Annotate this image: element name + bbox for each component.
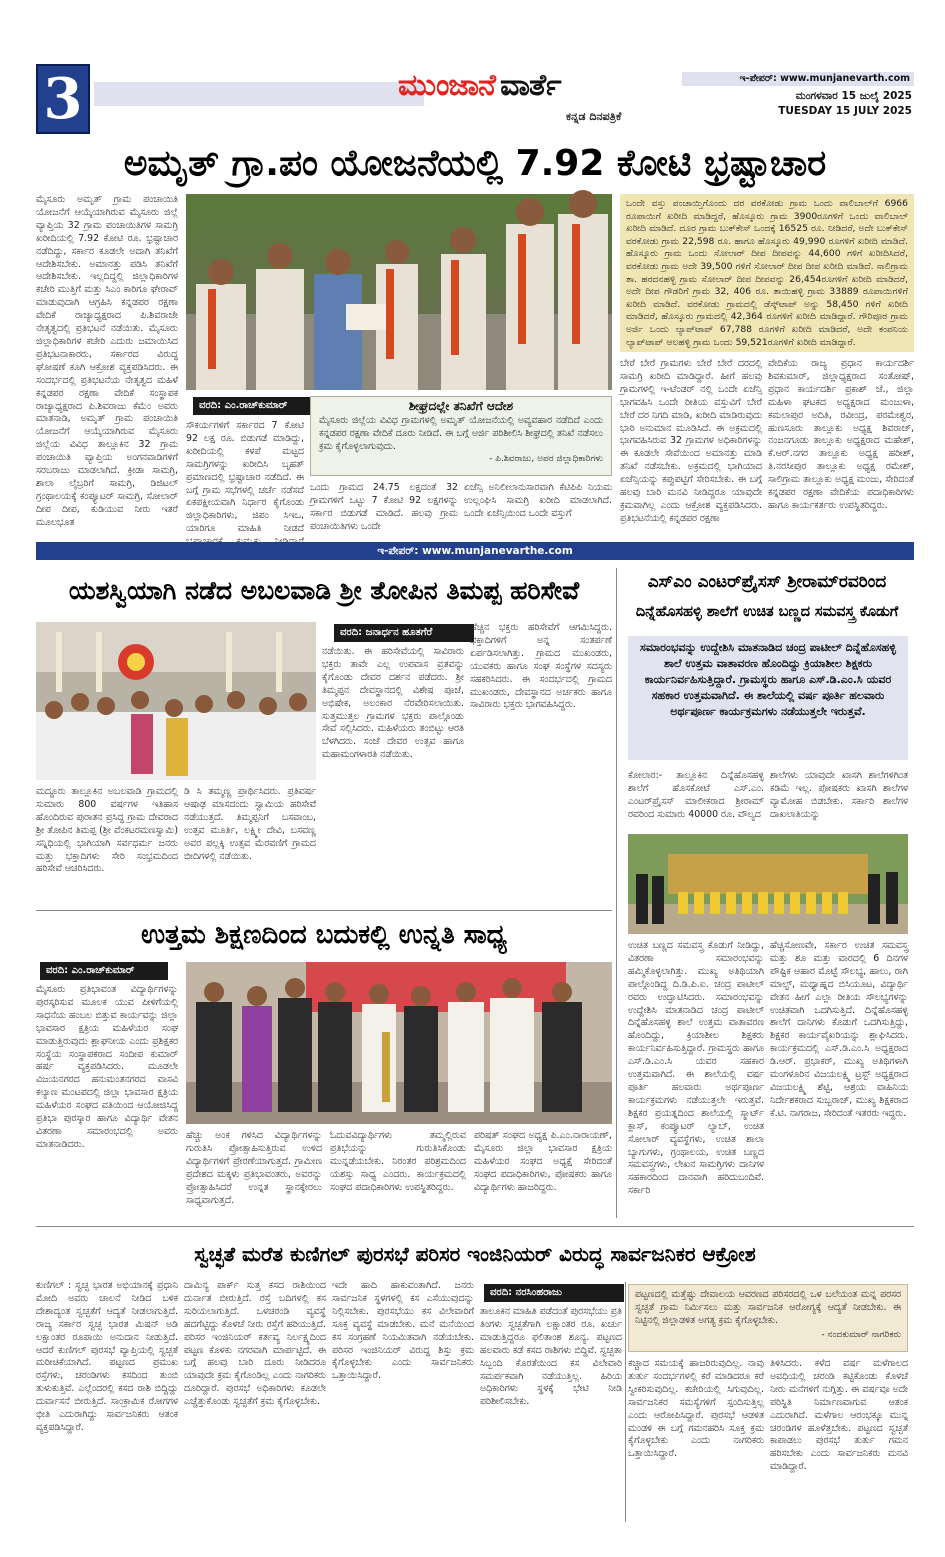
official-box-text: ಮೈಸೂರು ಜಿಲ್ಲೆಯ ವಿವಿಧ ಗ್ರಾಮಗಳಲ್ಲಿ ಅಮೃತ್ ಯೋಜನೆಯಲ್ಲಿ ಅವ್ಯವಹಾರ ನಡೆದಿದೆ ಎಂದು ಕನ್ನಡಪರ ರಕ್ಷಣಾ ವೇದಿಕೆ ದೂರು ನೀಡಿದೆ. ಈ ಬಗ್ಗೆ ಅರ್ಜಿ ಪರಿಶೀಲಿಸಿ ಶೀಘ್ರದಲ್ಲಿ ತನಿಖೆ ನಡೆಸಲು ಕ್ರಮ ಕೈಗೊಳ್ಳಲಾಗುವುದು. (319, 415, 603, 452)
story2-col4: ಹೆಚ್ಚಿನ ಭಕ್ತರು ಹರಿಸೇವೆಗೆ ಆಗಮಿಸಿದ್ದರು. ಭಕ್ತಾದಿಗಳಿಗೆ ಅನ್ನ ಸಂತರ್ಪಣೆ ಏರ್ಪಡಿಸಲಾಗಿತ್ತು. ಗ್ರಾಮದ ಮುಖಂಡರು, ಯುವಕರು ಹಾಗೂ ಸಂಘ ಸಂಸ್ಥೆಗಳ ಸದಸ್ಯರು ಸಹಕರಿಸಿದರು. ಈ ಸಂದರ್ಭದಲ್ಲಿ ಗ್ರಾಮದ ಮುಖಂಡರು, ದೇವಸ್ಥಾನದ ಅರ್ಚಕರು ಹಾಗೂ ಸಾವಿರಾರು ಭಕ್ತರು ಭಾಗವಹಿಸಿದ್ದರು. (470, 622, 612, 711)
story5-quote-text: ಪಟ್ಟಣದಲ್ಲಿ ಮತ್ತೆಷ್ಟು ದೇವಾಲಯ ಆವರಣದ ಪರಿಸರದಲ್ಲಿ ಒಳ ಬಲೆಯಂತ ಮನ್ನ ಪರಸರ ಸ್ವಚ್ಛತೆ ಗ್ರಾಮ ನಿರ್ಮಿಸಲು ಮತ್ತು ಸಾರ್ವಜನಿಕ ಆರೋಗ್ಯಕ್ಕೆ ಆದ್ಯತೆ ನೀಡಬೇಕು. ಈ ನಿಟ್ಟಿನಲ್ಲಿ ಜಿಲ್ಲಾಡಳಿತ ಅಗತ್ಯ ಕ್ರಮ ಕೈಗೊಳ್ಳಬೇಕು. (635, 1289, 901, 1326)
story3-photo (628, 834, 908, 934)
story4-col4: ಪರಿಷತ್ ಸಂಘದ ಅಧ್ಯಕ್ಷ ಪಿ.ಎಂ.ನಾರಾಯಣ್, ಮೈಸೂರು ಜಿಲ್ಲಾ ಭಾವಸಾರ ಕ್ಷತ್ರಿಯ ಮಹಿಳೆಯರ ಸಂಘದ ಅಧ್ಯಕ್ಷೆ ಸೇರಿದಂತೆ ಸಂಘದ ಪದಾಧಿಕಾರಿಗಳು, ಪೋಷಕರು ಹಾಗೂ ವಿದ್ಯಾರ್ಥಿಗಳು ಹಾಜರಿದ್ದರು. (474, 1130, 612, 1193)
story3-highlight-box (628, 636, 908, 760)
epaper-divider-text: ಇ-ಪೇಪರ್: www.munjanevarthe.com (377, 545, 573, 557)
story5-quote-sign: - ನಂದಕುಮಾರ್ ನಾಗರಿಕರು (821, 1330, 901, 1340)
story2-byline: ವರದಿ: ಜನಾರ್ಧನ ಹೂತಗೆರೆ (334, 624, 474, 642)
story5-col5: ಕಚ್ಚಾದ ಸಮಯಕ್ಕೆ ಹಾಜರಿರುವುದಿಲ್ಲ. ನಾವು ತುರ್ತು ಸಂದರ್ಭಗಳಲ್ಲಿ ಕರೆ ಮಾಡಿದರೂ ಕರೆ ಸ್ವೀಕರಿಸುವುದಿಲ್ಲ. ಕಚೇರಿಯಲ್ಲಿ ಸಿಗುವುದಿಲ್ಲ. ಸಾರ್ವಜನಿಕರ ಸಮಸ್ಯೆಗಳಿಗೆ ಸ್ಪಂದಿಸುತ್ತಿಲ್ಲ ಎಂದು ಆರೋಪಿಸಿದ್ದಾರೆ. ಪುರಸಭೆ ಆಡಳಿತ ಮಂಡಳಿ ಈ ಬಗ್ಗೆ ಗಮನಹರಿಸಿ ಸೂಕ್ತ ಕ್ರಮ ಕೈಗೊಳ್ಳಬೇಕು ಎಂದು ನಾಗರಿಕರು ಒತ್ತಾಯಿಸಿದ್ದಾರೆ. (628, 1358, 764, 1460)
story5-col3: ಇದೇ ಹಾದಿ ಹಾಕುವಂತಾಗಿದೆ. ಜನರು ಸಾರ್ವಜನಿಕ ಸ್ಥಳಗಳಲ್ಲಿ ಕಸ ಎಸೆಯುವುದನ್ನು ನಿಲ್ಲಿಸಬೇಕು. ಪುರಸಭೆಯು ಕಸ ವಿಲೇವಾರಿಗೆ ಸೂಕ್ತ ವ್ಯವಸ್ಥೆ ಮಾಡಬೇಕು. ಮನೆ ಮನೆಯಿಂದ ಕಸ ಸಂಗ್ರಹಣೆ ನಿಯಮಿತವಾಗಿ ನಡೆಯಬೇಕು. ಪರಿಸರ ಇಂಜಿನಿಯರ್ ವಿರುದ್ಧ ಶಿಸ್ತು ಕ್ರಮ ಕೈಗೊಳ್ಳಬೇಕು ಎಂದು ಸಾರ್ವಜನಿಕರು ಒತ್ತಾಯಿಸಿದ್ದಾರೆ. (332, 1280, 474, 1382)
story1-col2: ಸೌಕರ್ಯಗಳಿಗೆ ಸರ್ಕಾರದ 7 ಕೋಟಿ 92 ಲಕ್ಷ ರೂ. ಬಿಡುಗಡೆ ಮಾಡಿದ್ದು, ಖರೀದಿಯಲ್ಲಿ ಕಳಪೆ ಮಟ್ಟದ ಸಾಮಗ್ರಿಗಳನ್ನು ಖರೀದಿಸಿ ಬೃಹತ್ ಪ್ರಮಾಣದಲ್ಲಿ ಭ್ರಷ್ಟಾಚಾರ ನಡೆದಿದೆ. ಈ ಬಗ್ಗೆ ಗ್ರಾಮ ಸಭೆಗಳಲ್ಲಿ ಚರ್ಚೆ ನಡೆಸದೆ ಏಕಪಕ್ಷೀಯವಾಗಿ ನಿರ್ಧಾರ ಕೈಗೊಂಡು ಜಿಲ್ಲಾಧಿಕಾರಿಗಳು, ಜಿಪಂ ಸಿಇಒ, ಯಾರಿಗೂ ಮಾಹಿತಿ ನೀಡದೆ (186, 420, 304, 535)
story1-col6: ವೇದಿಕೆಯ ರಾಜ್ಯ ಪ್ರಧಾನ ಕಾರ್ಯದರ್ಶಿ ಶಿವಕುಮಾರ್, ಜಿಲ್ಲಾಧ್ಯಕ್ಷರಾದ ಸಂತೋಷ್, ಪ್ರಧಾನ ಕಾರ್ಯದರ್ಶಿ ಪ್ರಕಾಶ್ ಜೆ., ಜಿಲ್ಲಾ ಮಹಿಳಾ ಘಟಕದ ಅಧ್ಯಕ್ಷರಾದ ಮಂಜುಳಾ, ಕಮಲಾಪುರ ಅದಿತಿ, ರವೀಂದ್ರ, ಪರಮೇಶ್ವರ, ಹುಣಸೂರು ತಾಲ್ಲೂಕು ಅಧ್ಯಕ್ಷ ಶಿವರಾಜ್, ನಂಜನಗೂಡು ತಾಲ್ಲೂಕು ಅಧ್ಯಕ್ಷರಾದ ಮಹೇಶ್, ಕೆ.ಆರ್.ನಗರ ತಾಲ್ಲೂಕು ಅಧ್ಯಕ್ಷ ಹರೀಶ್, ತಿ.ನರಸೀಪುರ ತಾಲ್ಲೂಕು ಅಧ್ಯಕ್ಷ ರಮೇಶ್, ಸಾಲಿಗ್ರಾಮ ತಾಲ್ಲೂಕು ಅಧ್ಯಕ್ಷ ಮಂಜು, ಸೇರಿದಂತೆ ಕನ್ನಡಪರ ರಕ್ಷಣಾ ವೇದಿಕೆಯ ಪದಾಧಿಕಾರಿಗಳು ಹಾಗೂ ಕಾರ್ಯಕರ್ತರು ಉಪಸ್ಥಿತರಿದ್ದರು. (768, 358, 914, 511)
story1-col1: ಮೈಸೂರು ಅಮೃತ್ ಗ್ರಾಮ ಪಂಚಾಯಿತಿ ಯೋಜನೆಗೆ ಆಯ್ಕೆಯಾಗಿರುವ ಮೈಸೂರು ಜಿಲ್ಲೆ ವ್ಯಾಪ್ತಿಯ 32 ಗ್ರಾಮ ಪಂಚಾಯಿತಿಗಳ ಸಾಮಗ್ರಿ ಖರೀದಿಯಲ್ಲಿ 7.92 ಕೋಟಿ ರೂ. ಭ್ರಷ್ಟಾಚಾರ ನಡೆದಿದ್ದು, ಸರ್ಕಾರ ಕೂಡಲೇ ಅದಾಗಿ ತನಿಖೆಗೆ ಆದೇಶಿಸಬೇಕು. ಅಮಾನತ್ತು ಪಡಿಸಿ ತನಿಖೆಗೆ ಆದೇಶಿಸಬೇಕು. ಇಲ್ಲದಿದ್ದಲ್ಲಿ ಜಿಲ್ಲಾಧಿಕಾರಿಗಳ ಕಚೇರಿ ಮುತ್ತಿಗೆ ಮತ್ತು ಸಿಎಂ ಕಾರಿಗೂ ಘೇರಾವ್ ಮಾಡುವುದಾಗಿ ಆಗ್ರಹಿಸಿ ಕನ್ನಡಪರ ರಕ್ಷಣಾ ವೇದಿಕೆ ರಾಜ್ಯಾಧ್ಯಕ್ಷರಾದ ಪಿ.ಶಿವರಾಜೇ ನೇತೃತ್ವದಲ್ಲಿ ಪ್ರತಿಭಟನೆ ನಡೆಯಿತು. ಮೈಸೂರು ಜಿಲ್ಲಾಧಿಕಾರಿಗಳ ಕಚೇರಿ ಎದುರು ಜಮಾಯಿಸಿದ ಪ್ರತಿಭಟನಾಕಾರರು, ಸರ್ಕಾರದ ವಿರುದ್ಧ ಘೋಷಣೆ ಕೂಗಿ ಆಕ್ರೋಶ ವ್ಯಕ್ತಪಡಿಸಿದರು. ಈ ಸಂದರ್ಭದಲ್ಲಿ ಪ್ರತಿಭಟನೆಯ ನೇತೃತ್ವದ ಮಹಿಳೆ ಕನ್ನಡಪರ ರಕ್ಷಣಾ ವೇದಿಕೆ ಸಂಸ್ಥಾಪಕ ರಾಜ್ಯಾಧ್ಯಕ್ಷರಾದ ಪಿ.ಶಿವರಾಜು ಕೆಮೆಂ ಅವರು ಮಾತನಾಡಿ, ಅಮೃತ್ ಗ್ರಾಮ ಪಂಚಾಯಿತಿ ಯೋಜನೆಗೆ ಆಯ್ಕೆಯಾಗಿರುವ ಮೈಸೂರು ಜಿಲ್ಲೆಯ ವಿವಿಧ ತಾಲ್ಲೂಕಿನ 32 ಗ್ರಾಮ ಪಂಚಾಯಿತಿ ವ್ಯಾಪ್ತಿಯ ಅಂಗನವಾಡಿಗಳಿಗೆ ಸರಬರಾಜು ಮಾಡಲಾಗಿದೆ. ಕ್ರೀಡಾ ಸಾಮಗ್ರಿ, ಶಾಲಾ ಲೈಬ್ರರಿಗೆ ಸಾಮಗ್ರಿ, ಡಿಜಿಟಲ್ ಗ್ರಂಥಾಲಯಕ್ಕೆ ಕಂಪ್ಯೂಟರ್ ಸಾಮಗ್ರಿ, ಸೋಲಾರ್ ದೀಪ ದೀಪ, ಕುಡಿಯುವ ನೀರು ಇತರೆ ಮೂಲಭೂತ (36, 194, 178, 528)
date-english: TUESDAY 15 JULY 2025 (778, 105, 912, 117)
story3-col4: ಹೆಚ್ಚಿಸೋಣವೇ, ಸರ್ಕಾರ ಉಚಿತ ಸಮವಸ್ತ್ರ ಮತ್ತು ಶೂ ಮತ್ತು ವಾರದಲ್ಲಿ 6 ದಿನಗಳ ಪೌಷ್ಟಿಕ ಆಹಾರ ಮೊಟ್ಟೆ ಸೌಲಭ್ಯ, ಹಾಲು, ರಾಗಿ ಮಾಲ್ಟ್, ಮಧ್ಯಾಹ್ನದ ಬಿಸಿಯೂಟ, ವಿದ್ಯಾರ್ಥಿ ವೇತನ ಹೀಗೆ ಎಲ್ಲಾ ರೀತಿಯ ಸೌಲಭ್ಯಗಳನ್ನು ಉಚಿತವಾಗಿ ಒದಗಿಸುತ್ತಿದೆ. ದಿನ್ನೆಹೊಸಹಳ್ಳಿ ಶಾಲೆಗೆ ದಾನಿಗಳು ಕೊಡುಗೆ ಒದಗಿಸುತ್ತಿದ್ದು, ಶಿಕ್ಷಕರ ಕಾರ್ಯವೈಖರಿಯನ್ನು ಶ್ಲಾಘಿಸಿದರು. ಕಾರ್ಯಕ್ರಮದಲ್ಲಿ ಎಸ್.ಡಿ.ಎಂ.ಸಿ ಅಧ್ಯಕ್ಷರಾದ ಡಿ.ಆರ್. ಪ್ರಭಾಕರ್, ಮುಖ್ಯ ಅತಿಥಿಗಳಾಗಿ ಮಂಗಳೂರಿನ ವಿಜಯಲಕ್ಷ್ಮಿ ಟ್ರಸ್ಟ್ ಅಧ್ಯಕ್ಷರಾದ ವಿಜಯಲಕ್ಷ್ಮಿ ಶೆಟ್ಟಿ, ಆಶ್ರಯ ವಾಹಿನಿಯ ನಿರ್ದೇಶಕರಾದ ಸುಬ್ಬರಾಜ್, ಮುಖ್ಯ ಶಿಕ್ಷಕರಾದ ಕೆ.ಟಿ. ನಾಗರಾಜ, ಸೇರಿದಂತೆ ಇತರರು ಇದ್ದರು. (770, 940, 908, 1119)
page-number: 3 (43, 66, 83, 132)
story5-col6: ತಿಳಿಸಿದರು. ಕಳೆದ ವರ್ಷ ಮಳೆಗಾಲದ ಅವಧಿಯಲ್ಲಿ ಚರಂಡಿ ಕಟ್ಟಿಕೊಂಡು ಕೊಳಚೆ ನೀರು ಮನೆಗಳಿಗೆ ನುಗ್ಗಿತ್ತು. ಈ ವರ್ಷವೂ ಅದೇ ಪರಿಸ್ಥಿತಿ ನಿರ್ಮಾಣವಾಗುವ ಆತಂಕ ಎದುರಾಗಿದೆ. ಮಳೆಗಾಲ ಆರಂಭಕ್ಕೂ ಮುನ್ನ ಚರಂಡಿಗಳ ಹೂಳೆತ್ತಬೇಕು. ಪಟ್ಟಣದ ಸ್ವಚ್ಛತೆ ಕಾಪಾಡಲು ಪುರಸಭೆ ತುರ್ತು ಗಮನ ಹರಿಸಬೇಕು ಎಂದು ಸಾರ್ವಜನಿಕರು ಮನವಿ ಮಾಡಿದ್ದಾರೆ. (770, 1358, 908, 1473)
epaper-divider-bar (36, 542, 914, 560)
story1-byline: ವರದಿ: ಎಂ.ರಾಚ್‌ಕುಮಾರ್ (193, 397, 315, 415)
story1-official-box (310, 396, 612, 476)
story1-highlight-box: ಒಂದೇ ವಸ್ತು ಪಂಚಾಯ್ತಿಗೊಂದು ದರ ವರಕೋಡು ಗ್ರಾಮ ಒಂದು ವಾಲಿಬಾಲ್‌ಗೆ 6966 ರೂಪಾಯಿಗೆ ಖರೀದಿ ಮಾಡಿದ್ದರೆ, ಹೊಸ್ಕೂರು ಗ್ರಾಮ 3900ರೂಗಳಿಗೆ ಒಂದು ವಾಲಿಬಾಲ್ ಖರೀದಿ ಮಾಡಿದೆ. ದೂರ ಗ್ರಾಮ ಬುಕ್‌ಕೇಸ್ ಒಂದಕ್ಕೆ 16525 ರೂ. ನೀಡಿದರೆ, ಅದೇ ಬುಕ್‌ಕೇಸ್ ವರಕೋಡು ಗ್ರಾಮ 22,598 ರೂ. ಹಾಗೂ ಹೊಸ್ಕೂರು 49,990 ರೂಗಳಿಗೆ ಖರೀದಿ ಮಾಡಿದೆ. ಹೊಸ್ಕೂರು ಗ್ರಾಮ ಒಂದು ಸೋಲಾರ್ ದೀಪ ದೀಪವನ್ನು 44,600 ಗಳಿಗೆ ಖರೀದಿಸಿದರೆ, ವರಕೋಡು ಗ್ರಾಮ ಅದೇ 39,500 ಗಳಿಗೆ ಸೋಲಾರ್ ದೀಪ ದೀಪ ಖರೀದಿ ಮಾಡಿದೆ. ಸಾಲಿಗ್ರಾಮ ತಾ. ಹರದನಹಳ್ಳಿ ಗ್ರಾಮ ಸೋಲಾರ್ ದೀಪ ದೀಪವನ್ನು 26,454ರೂಗಳಿಗೆ ಖರೀದಿ ಮಾಡಿದರೆ, ಅದೇ ದೀಪ ಗೌಡರಿಗೆ ಗ್ರಾಮ 32, 406 ರೂ. ತಾಯಿಹಳ್ಳಿ ಗ್ರಾಮ 33889 ರೂಪಾಯಿಗಳಿಗೆ ಖರೀದಿ ಮಾಡಿದೆ. ವರಕೋಡು ಗ್ರಾಮದಲ್ಲಿ ಡೆಸ್ಕ್‌ಟಾಪ್ ಅನ್ನು 58,450 ಗಳಿಗೆ ಖರೀದಿ ಮಾಡಿದರೆ, ಹೊಸ್ಕೂರು ಗ್ರಾಮದಲ್ಲಿ 42,364 ರೂಗಳಿಗೆ ಖರೀದಿ ಮಾಡಿದ್ದಾರೆ. ಗೌರಿಪೂರ ಗ್ರಾಮ ಅರ್ಜಿ ಒಂದು ಲ್ಯಾಪ್‌ಟಾಪ್ 67,788 ರೂಗಳಿಗೆ ಖರೀದಿ ಮಾಡಿದರೆ, ಅದೇ ಕಂಪನಿಯ ಲ್ಯಾಪ್‌ಟಾಪ್ ಆಲಹಳ್ಳಿ ಗ್ರಾಮ ಒಂದು 59,521ರೂಗಳಿಗೆ ಖರೀದಿ ಮಾಡಿದ್ದಾರೆ. (620, 194, 914, 352)
story5-headline: ಸ್ವಚ್ಛತೆ ಮರೆತ ಕುಣಿಗಲ್ ಪುರಸಭೆ ಪರಿಸರ ಇಂಜಿನಿಯರ್ ವಿರುದ್ಧ ಸಾರ್ವಜನಿಕರ ಆಕ್ರೋಶ (194, 1242, 756, 1266)
protest-group-photo (186, 194, 612, 390)
official-box-sign: - ಪಿ.ಶಿವರಾಜು, ಅಪರ ಜಿಲ್ಲಾಧಿಕಾರಿಗಳು (489, 454, 603, 464)
story5-quote-box (628, 1284, 908, 1352)
story2-col2: ಡಿ ಸಿ ತಮ್ಮಣ್ಣ ಪ್ರಾರ್ಥಿಸಿದರು. ಪ್ರತಿವರ್ಷ ಆಷಾಢ ಮಾಸದಂದು ಸ್ವಾಮಿಯ ಹರಿಸೇವೆ ನಡೆಯುತ್ತದೆ. ತಿಮ್ಮಪ್ಪನಿಗೆ ಬಸವಾಂಬ, ಉತ್ಸವ ಮೂರ್ತಿ, ಲಕ್ಷ್ಮೀ ದೇವಿ, ಬಸವಣ್ಣ ಅವರ ಪಲ್ಲಕ್ಕಿ ಉತ್ಸವ ಮೆರವಣಿಗೆ ಗ್ರಾಮದ ಬೀದಿಗಳಲ್ಲಿ ನಡೆಯಿತು. (184, 786, 316, 862)
story1-col5: ಬೇರೆ ಬೇರೆ ಗ್ರಾಮಗಳು ಬೇರೆ ಬೇರೆ ದರದಲ್ಲಿ ಸಾಮಗ್ರಿ ಖರೀದಿ ಮಾಡಿದ್ದಾರೆ. ಹೀಗೆ ಹಲವು ಗ್ರಾಮಗಳಲ್ಲಿ ಇ-ಟೆಂಡರ್ ನಲ್ಲಿ ಒಂದೇ ಏಜೆನ್ಸಿ ಭಾಗವಹಿಸಿ ಒಂದೇ ರೀತಿಯ ವಸ್ತುವಿಗೆ ಬೇರೆ ಬೇರೆ ದರ ನಿಗದಿ ಮಾಡಿ, ಖರೀದಿ ಮಾಡಿರುವುದು ಭಾರಿ ಅನುಮಾನ ಮೂಡಿಸಿದೆ. ಈ ಅಕ್ರಮದಲ್ಲಿ ಭಾಗವಹಿಸಿರುವ 32 ಗ್ರಾಮಗಳ ಅಧಿಕಾರಿಗಳನ್ನು ಈ ಕೂಡಲೇ ಸೇವೆಯಿಂದ ಅಮಾನತ್ತು ಮಾಡಿ ತನಿಖೆ ನಡೆಸಬೇಕು. ಅಕ್ರಮದಲ್ಲಿ ಭಾಗಿಯಾದ ಏಜೆನ್ಸಿಯನ್ನು ಕಪ್ಪುಪಟ್ಟಿಗೆ ಸೇರಿಸಬೇಕು. ಈ ಬಗ್ಗೆ ಹಲವು ಬಾರಿ ಮನವಿ ನೀಡಿದ್ದರೂ ಯಾವುದೇ ಕ್ರಮವಾಗಿಲ್ಲ ಎಂದು ಆಕ್ರೋಶ ವ್ಯಕ್ತಪಡಿಸಿದರು. ಪ್ರತಿಭಟನೆಯಲ್ಲಿ ಕನ್ನಡಪರ ರಕ್ಷಣಾ (620, 358, 762, 524)
story3-headline-line1: ಎಸ್‌ಎಂ ಎಂಟರ್‌ಪ್ರೈಸಸ್ ಶ್ರೀರಾಮ್‌ರವರಿಂದ (647, 572, 887, 592)
school-uniform-group-photo (628, 834, 908, 934)
story2-headline: ಯಶಸ್ವಿಯಾಗಿ ನಡೆದ ಅಬಲವಾಡಿ ಶ್ರೀ ತೋಪಿನ ತಿಮಪ್ಪ ಹರಿಸೇವೆ (68, 576, 580, 605)
story1-headline: ಅಮೃತ್ ಗ್ರಾ.ಪಂ ಯೋಜನೆಯಲ್ಲಿ 7.92 ಕೋಟಿ ಭ್ರಷ್ಟಾಚಾರ (123, 143, 827, 184)
story3-headline-line2: ದಿನ್ನೆಹೊಸಹಳ್ಳಿ ಶಾಲೆಗೆ ಉಚಿತ ಬಣ್ಣದ ಸಮವಸ್ತ್ರ ಕೊಡುಗೆ (635, 604, 899, 620)
story4-col1: ಮೈಸೂರು ಪ್ರತಿಭಾವಂತ ವಿದ್ಯಾರ್ಥಿಗಳನ್ನು ಪುರಸ್ಕರಿಸುವ ಮೂಲಕ ಯುವ ಪೀಳಿಗೆಯಲ್ಲಿ ಸಾಧನೆಯ ಹಂಬಲ ಬಿತ್ತುವ ಕಾರ್ಯವನ್ನು ಜಿಲ್ಲಾ ಭಾವಸಾರ ಕ್ಷತ್ರಿಯ ಮಹಿಳೆಯರ ಸಂಘ ಮಾಡುತ್ತಿರುವುದು ಶ್ಲಾಘನೀಯ ಎಂದು ಪ್ರಶಿಕ್ಷಕರ ಸಂಸ್ಥೆಯ ಸಂಸ್ಥಾಪಕರಾದ ಸಂದೀಪ ಕುಮಾರ್ ಹರ್ಷ ವ್ಯಕ್ತಪಡಿಸಿದರು. ಮೂಡಲೇ ವಿಜಯನಗರದ ಹನುಮಂತನಗರದ ವಾಸವಿ ಕಲ್ಯಾಣ ಮಂಟಪದಲ್ಲಿ ಜಿಲ್ಲಾ ಭಾವಸಾರ ಕ್ಷತ್ರಿಯ ಮಹಿಳೆಯರ ಸಂಘದ ವತಿಯಿಂದ ಆಯೋಜಿಸಿದ್ದ ಪ್ರತಿಭಾ ಪುರಸ್ಕಾರ ಹಾಗೂ ವಿದ್ಯಾರ್ಥಿ ವೇತನ ವಿತರಣಾ ಸಮಾರಂಭದಲ್ಲಿ ಅವರು ಮಾತನಾಡಿದರು. (36, 984, 178, 1150)
story4-headline: ಉತ್ತಮ ಶಿಕ್ಷಣದಿಂದ ಬದುಕಲ್ಲಿ ಉನ್ನತಿ ಸಾಧ್ಯ (140, 920, 508, 950)
story4-photo (186, 962, 612, 1124)
divider-story2-story3 (616, 568, 617, 1218)
logo-word-1: ಮುಂಜಾನೆ (398, 68, 495, 103)
story4-col2: ಹೆಚ್ಚು ಅಂಕ ಗಳಿಸಿದ ವಿದ್ಯಾರ್ಥಿಗಳನ್ನು ಗುರುತಿಸಿ ಪ್ರೋತ್ಸಾಹಿಸುತ್ತಿರುವ ಉಳಿದ ವಿದ್ಯಾರ್ಥಿಗಳಿಗೆ ಪ್ರೇರಣೆಯಾಗುತ್ತದೆ. ಗ್ರಾಮೀಣ ಪ್ರದೇಶದ ಮಕ್ಕಳು ಪ್ರತಿಭಾವಂತರು, ಅವರನ್ನು ಪ್ರೋತ್ಸಾಹಿಸಿದರೆ ಉನ್ನತ ಸ್ಥಾನಕ್ಕೇರಲು ಸಾಧ್ಯವಾಗುತ್ತದೆ. (186, 1130, 322, 1206)
story2-photo (36, 622, 316, 780)
logo-word-2: ವಾರ್ತೆ (500, 68, 561, 103)
story4-col3: ಓದುವವಿದ್ಯಾರ್ಥಿಗಳು ತಮ್ಮಲ್ಲಿರುವ ಪ್ರತಿಭೆಯನ್ನು ಗುರುತಿಸಿಕೊಂಡು ಮುನ್ನಡೆಯಬೇಕು. ನಿರಂತರ ಪರಿಶ್ರಮದಿಂದ ಯಶಸ್ಸು ಸಾಧ್ಯ ಎಂದರು. ಕಾರ್ಯಕ್ರಮದಲ್ಲಿ ಸಂಘದ ಪದಾಧಿಕಾರಿಗಳು ಉಪಸ್ಥಿತರಿದ್ದರು. (330, 1130, 466, 1193)
masthead-logo (398, 68, 668, 108)
epaper-url: ಇ-ಪೇಪರ್: www.munjanevarth.com (739, 73, 910, 84)
masthead-band (94, 82, 424, 106)
story5-top-rule (36, 1226, 914, 1227)
story3-col3: ಉಚಿತ ಬಣ್ಣದ ಸಮವಸ್ತ್ರ ಕೊಡುಗೆ ನೀಡಿದ್ದು, ವಿತರಣಾ ಸಮಾರಂಭವನ್ನು ಹಮ್ಮಿಕೊಳ್ಳಲಾಗಿತ್ತು. ಮುಖ್ಯ ಅತಿಥಿಯಾಗಿ ಪಾಲ್ಗೊಂಡಿದ್ದ ದಿ.ಡಿ.ಪಿ.ಐ. ಚಂದ್ರ ಪಾಟೀಲ್ ರವರು ಉದ್ಘಾಟಿಸಿದರು. ಸಮಾರಂಭವನ್ನು ಉದ್ದೇಶಿಸಿ ಮಾತನಾಡಿದ ಚಂದ್ರ ಪಾಟೀಲ್ ದಿನ್ನೆಹೊಸಹಳ್ಳಿ ಶಾಲೆ ಉತ್ತಮ ವಾತಾವರಣ ಹೊಂದಿದ್ದು, ಕ್ರಿಯಾಶೀಲ ಶಿಕ್ಷಕರು ಕಾರ್ಯನಿರ್ವಹಿಸುತ್ತಿದ್ದಾರೆ. ಗ್ರಾಮಸ್ಥರು ಹಾಗೂ ಎಸ್.ಡಿ.ಎಂ.ಸಿ ಯವರ ಸಹಕಾರ ಉತ್ತಮವಾಗಿದೆ. ಈ ಶಾಲೆಯಲ್ಲಿ ವರ್ಷ ಪೂರ್ತಿ ಹಲವಾರು ಅರ್ಥಪೂರ್ಣ ಕಾರ್ಯಕ್ರಮಗಳು ನಡೆಯುತ್ತಲೇ ಇರುತ್ತವೆ. ಶಿಕ್ಷಕರ ಪ್ರಯತ್ನದಿಂದ ಶಾಲೆಯಲ್ಲಿ ಸ್ಮಾರ್ಟ್ ಕ್ಲಾಸ್, ಕಂಪ್ಯೂಟರ್ ಲ್ಯಾಬ್, ಉಚಿತ ಸೋಲಾರ್ ವ್ಯವಸ್ಥೆಗಳು, ಉಚಿತ ಶಾಲಾ ಬ್ಯಾಗುಗಳು, ಗ್ರಂಥಾಲಯ, ಉಚಿತ ಬಣ್ಣದ ಸಮವಸ್ತ್ರಗಳು, ಲೇಖನ ಸಾಮಗ್ರಿಗಳು ದಾನಿಗಳ ಸಹಕಾರದಿಂದ ದಾನವಾಗಿ ಹರಿದುಬಂದಿವೆ. ಸರ್ಕಾರಿ (628, 940, 764, 1197)
lamp-lighting-ceremony-photo (186, 962, 612, 1124)
story3-highlight-text: ಸಮಾರಂಭವನ್ನು ಉದ್ದೇಶಿಸಿ ಮಾತನಾಡಿದ ಚಂದ್ರ ಪಾಟೀಲ್ ದಿನ್ನೆಹೊಸಹಳ್ಳಿ ಶಾಲೆ ಉತ್ತಮ ವಾತಾವರಣ ಹೊಂದಿದ್ದು ಕ್ರಿಯಾಶೀಲ ಶಿಕ್ಷಕರು ಕಾರ್ಯನಿರ್ವಹಿಸುತ್ತಿದ್ದಾರೆ. ಗ್ರಾಮಸ್ಥರು ಹಾಗೂ ಎಸ್.ಡಿ.ಎಂ.ಸಿ ಯವರ ಸಹಕಾರ ಉತ್ತಮವಾಗಿದೆ. ಈ ಶಾಲೆಯಲ್ಲಿ ವರ್ಷ ಪೂರ್ತಿ ಹಲವಾರು ಅರ್ಥಪೂರ್ಣ ಕಾರ್ಯಕ್ರಮಗಳು ನಡೆಯುತ್ತಲೇ ಇರುತ್ತವೆ. (639, 641, 896, 718)
divider-story2-story4 (36, 910, 612, 911)
story5-byline: ವರದಿ: ನರಸಿಂಹರಾಜು (484, 1284, 624, 1302)
story5-col1: ಕುಣಿಗಲ್ : ಸ್ವಚ್ಛ ಭಾರತ ಅಭಿಯಾನಕ್ಕೆ ಪ್ರಧಾನಿ ಮೋದಿ ಅವರು ಚಾಲನೆ ನೀಡಿದ ಬಳಿಕ ದೇಶಾದ್ಯಂತ ಸ್ವಚ್ಛತೆಗೆ ಆದ್ಯತೆ ನೀಡಲಾಗುತ್ತಿದೆ. ರಾಜ್ಯ ಸರ್ಕಾರ ಸ್ವಚ್ಛ ಭಾರತ ಮಿಷನ್ ಅಡಿ ಲಕ್ಷಾಂತರ ರೂಪಾಯಿ ಅನುದಾನ ನೀಡುತ್ತಿದೆ. ಆದರೆ ಕುಣಿಗಲ್ ಪುರಸಭೆ ವ್ಯಾಪ್ತಿಯಲ್ಲಿ ಸ್ವಚ್ಛತೆ ಮರೀಚಿಕೆಯಾಗಿದೆ. ಪಟ್ಟಣದ ಪ್ರಮುಖ ರಸ್ತೆಗಳು, ಚರಂಡಿಗಳು ಕಸದಿಂದ ತುಂಬಿ ತುಳುಕುತ್ತಿವೆ. ಎಲ್ಲೆಂದರಲ್ಲಿ ಕಸದ ರಾಶಿ ಬಿದ್ದಿದ್ದು ದುರ್ವಾಸನೆ ಬೀರುತ್ತಿದೆ. ಸಾಂಕ್ರಾಮಿಕ ರೋಗಗಳ ಭೀತಿ ಎದುರಾಗಿದ್ದು ಸಾರ್ವಜನಿಕರು ಆತಂಕ ವ್ಯಕ್ತಪಡಿಸಿದ್ದಾರೆ. (36, 1280, 178, 1433)
story1-photo (186, 194, 612, 390)
masthead-tagline: ಕನ್ನಡ ದಿನಪತ್ರಿಕೆ (566, 110, 622, 123)
story1-col3: ಒಂದು ಗ್ರಾಮದ 24.75 ಲಕ್ಷದಂತೆ 32 ಗ್ರಾಮಗಳಿಗೆ ಒಟ್ಟು 7 ಕೋಟಿ 92 ಲಕ್ಷಗಳನ್ನು ಸರ್ಕಾರ ಬಿಡುಗಡೆ ಮಾಡಿದೆ. ಹಲವು ಗ್ರಾಮ ಪಂಚಾಯಿತಿಗಳು ಒಂದೇ (310, 482, 458, 532)
divider-story5-cols (625, 1282, 626, 1522)
masthead (36, 64, 914, 136)
story1-col4: ಏಜೆನ್ಸಿ ಅನಿಲೀಲಾನುಸಾರವಾಗಿ ಕೆಟಿಪಿಪಿ ನಿಯಮ ಉಲ್ಲಂಘಿಸಿ ಸಾಮಗ್ರಿ ಖರೀದಿ ಮಾಡಲಾಗಿದೆ. ಒಂದೇ ಏಜೆನ್ಸಿಯಿಂದ ಒಂದೇ ವಸ್ತುಗೆ (464, 482, 612, 519)
story5-col2: ದಾಮಿನ್ಯ ಪಾರ್ಕ್ ಸುತ್ತ ಕಸದ ರಾಶಿಯಿಂದ ದುರ್ನಾತ ಬೀರುತ್ತಿದೆ. ರಸ್ತೆ ಬದಿಗಳಲ್ಲಿ ಕಸ ಸುರಿಯಲಾಗುತ್ತಿದೆ. ಒಳಚರಂಡಿ ವ್ಯವಸ್ಥೆ ಹದಗೆಟ್ಟಿದ್ದು ಕೊಳಚೆ ನೀರು ರಸ್ತೆಗೆ ಹರಿಯುತ್ತಿದೆ. ಪರಿಸರ ಇಂಜಿನಿಯರ್ ಕರ್ತವ್ಯ ನಿರ್ಲಕ್ಷ್ಯದಿಂದ ಪಟ್ಟಣ ಕೊಳಕು ನಗರವಾಗಿ ಮಾರ್ಪಟ್ಟಿದೆ. ಈ ಬಗ್ಗೆ ಹಲವು ಬಾರಿ ದೂರು ನೀಡಿದರೂ ಯಾವುದೇ ಕ್ರಮ ಕೈಗೊಂಡಿಲ್ಲ ಎಂದು ನಾಗರಿಕರು ದೂರಿದ್ದಾರೆ. ಪುರಸಭೆ ಅಧಿಕಾರಿಗಳು ಕೂಡಲೇ ಎಚ್ಚೆತ್ತುಕೊಂಡು ಸ್ವಚ್ಛತೆಗೆ ಕ್ರಮ ಕೈಗೊಳ್ಳಬೇಕು. (184, 1280, 326, 1408)
official-box-title: ಶೀಘ್ರದಲ್ಲೇ ತನಿಖೆಗೆ ಆದೇಶ (408, 399, 514, 413)
story2-col1: ಮದ್ದೂರು ತಾಲ್ಲೂಕಿನ ಅಬಲವಾಡಿ ಗ್ರಾಮದಲ್ಲಿ ಸುಮಾರು 800 ವರ್ಷಗಳ ಇತಿಹಾಸ ಹೊಂದಿರುವ ಪುರಾತನ ಪ್ರಸಿದ್ಧ ಗ್ರಾಮ ದೇವರಾದ ಶ್ರೀ ತೋಪಿನ ತಿಮಪ್ಪ (ಶ್ರೀ ವೆಂಕಟರಮಣಸ್ವಾಮಿ) ಸನ್ನಿಧಿಯಲ್ಲಿ ಭಾಗಿಯಾಗಿ ಸರ್ವಧರ್ಮ ಜನರು ಮತ್ತು ಭಕ್ತಾದಿಗಳು ಸೇರಿ ಸಂಭ್ರಮದಿಂದ ಹರಿಸೇವೆ ಆಚರಿಸಿದರು. (36, 786, 178, 875)
page-number-box (36, 64, 90, 134)
story3-col1: ಕೋಲಾರ:- ತಾಲ್ಲೂಕಿನ ದಿನ್ನೆಹೊಸಹಳ್ಳಿ ಶಾಲೆಗೆ ಹೊಸಕೋಟೆ ಎಸ್.ಎಂ. ಎಂಟರ್‌ಪ್ರೈಸಸ್ ಮಾಲೀಕರಾದ ಶ್ರೀರಾಮ್ ರವರಿಂದ ಸುಮಾರು 40000 ರೂ. ವೌಲ್ಯದ (628, 770, 764, 820)
story3-col2: ಶಾಲೆಗಳು ಯಾವುದೇ ಖಾಸಗಿ ಶಾಲೆಗಳಿಗಿಂತ ಕಡಿಮೆ ಇಲ್ಲ. ಪೋಷಕರು ಖಾಸಗಿ ಶಾಲೆಗಳ ವ್ಯಾಮೋಹ ಬಿಡಬೇಕು. ಸರ್ಕಾರಿ ಶಾಲೆಗಳ ದಾಖಲಾತಿಯನ್ನು (770, 770, 908, 820)
story2-col3: ನಡೆಯಿತು. ಈ ಹರಿಸೇವೆಯಲ್ಲಿ ಸಾವಿರಾರು ಭಕ್ತರು ತಾವೇ ಎಲ್ಲ ಉಪವಾಸ ವ್ರತವನ್ನು ಕೈಗೊಂಡು ದೇವರ ದರ್ಶನ ಪಡೆದರು. ಶ್ರೀ ತಿಮ್ಮಪ್ಪನ ದೇವಸ್ಥಾನದಲ್ಲಿ ವಿಶೇಷ ಪೂಜೆ, ಅಭಿಷೇಕ, ಅಲಂಕಾರ ನೆರವೇರಿಸಲಾಯಿತು. ಸುತ್ತಮುತ್ತಲ ಗ್ರಾಮಗಳ ಭಕ್ತರು ಪಾಲ್ಗೊಂಡು ಸೇವೆ ಸಲ್ಲಿಸಿದರು. ಮಹಿಳೆಯರು ತಂಬಿಟ್ಟು ಆರತಿ ಬೆಳಗಿದರು. ಸಂಜೆ ದೇವರ ಉತ್ಸವ ಹಾಗೂ ಮಹಾಮಂಗಳಾರತಿ ನಡೆಯಿತು. (322, 646, 464, 761)
story5-col4: ತಾಲೂಕಿನ ಮಾಹಿತಿ ಪಡೆದಂತೆ ಪುರಸಭೆಯು ಪ್ರತಿ ತಿಂಗಳು ಸ್ವಚ್ಛತೆಗಾಗಿ ಲಕ್ಷಾಂತರ ರೂ. ಖರ್ಚು ಮಾಡುತ್ತಿದ್ದರೂ ಫಲಿತಾಂಶ ಶೂನ್ಯ. ಪಟ್ಟಣದ ಹಲವಾರು ಕಡೆ ಕಸದ ರಾಶಿಗಳು ಬಿದ್ದಿವೆ. ಸ್ವಚ್ಛತಾ ಸಿಬ್ಬಂದಿ ಕೊರತೆಯಿಂದ ಕಸ ವಿಲೇವಾರಿ ಸಮರ್ಪಕವಾಗಿ ನಡೆಯುತ್ತಿಲ್ಲ. ಹಿರಿಯ ಅಧಿಕಾರಿಗಳು ಸ್ಥಳಕ್ಕೆ ಭೇಟಿ ನೀಡಿ ಪರಿಶೀಲಿಸಬೇಕು. (480, 1306, 622, 1408)
story4-byline: ವರದಿ: ಎಂ.ರಾಚ್‌ಕುಮಾರ್ (40, 962, 168, 980)
epaper-strip (682, 72, 914, 86)
date-kannada: ಮಂಗಳವಾರ 15 ಜುಲೈ 2025 (795, 90, 912, 102)
temple-festival-photo (36, 622, 316, 780)
